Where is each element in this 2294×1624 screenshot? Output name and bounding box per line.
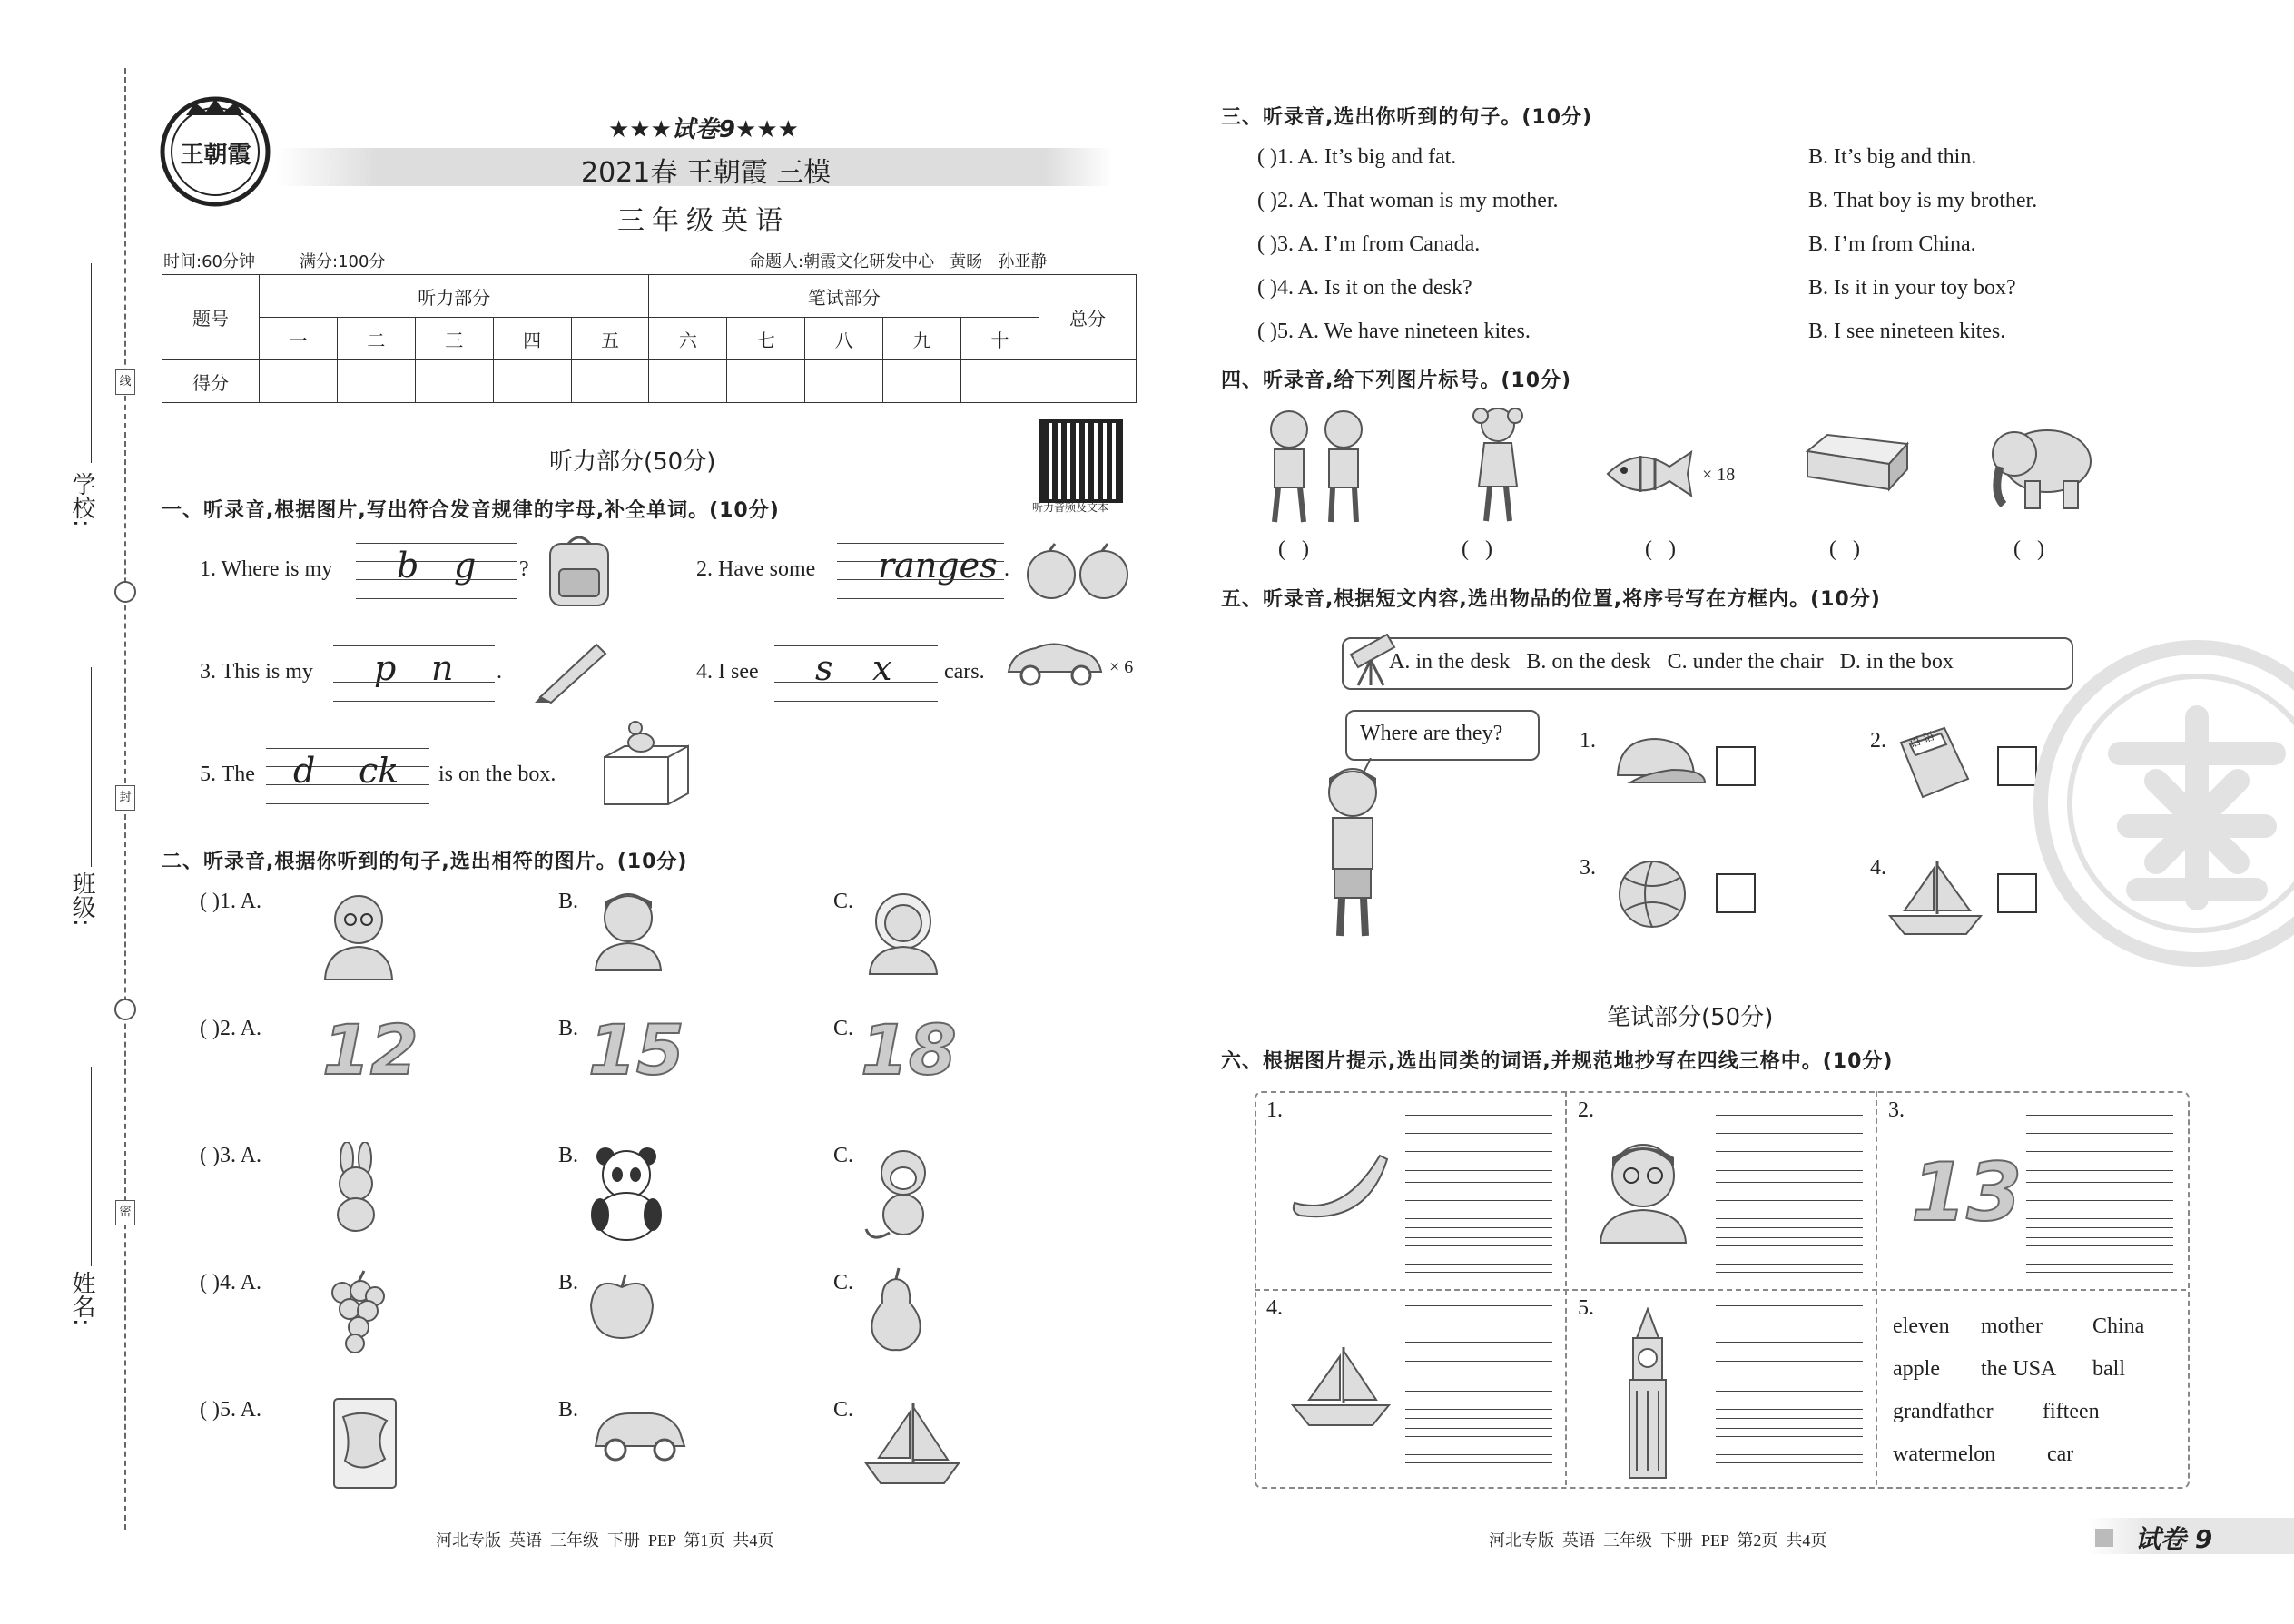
q1-item-1-prefix: 1. Where is my	[200, 557, 333, 581]
boat-icon	[862, 1398, 962, 1489]
qr-code[interactable]	[1039, 419, 1123, 503]
q1-item-5-suffix: is on the box.	[438, 763, 556, 786]
name-label: 姓名:	[68, 1271, 95, 1326]
writing-header: 笔试部分	[649, 275, 1039, 318]
q1-item-4-suffix: cars.	[944, 660, 985, 684]
q3-title: 三、听录音,选出你听到的句子。(10分)	[1221, 106, 1593, 129]
q5-options: A. in the desk B. on the desk C. under the chair D. in the box	[1389, 650, 1954, 674]
q1-item-3-prefix: 3. This is my	[200, 660, 313, 684]
binding-hole-1	[114, 581, 136, 603]
q1-item-4-writing-lines[interactable]	[774, 645, 938, 702]
col-6: 六	[649, 318, 727, 360]
q5-num-4: 4.	[1870, 856, 1886, 880]
oranges-icon	[1024, 540, 1133, 604]
word-ball: ball	[2092, 1357, 2125, 1381]
q1-item-3-writing-lines[interactable]	[333, 645, 495, 702]
boy-thinking-icon	[1307, 758, 1398, 940]
q2-row-1-label[interactable]: ( )1. A.	[200, 890, 261, 913]
q3-item-1-b[interactable]: B. It’s big and thin.	[1808, 145, 1977, 169]
q1-item-5-writing-lines[interactable]	[266, 748, 429, 804]
word-watermelon: watermelon	[1893, 1442, 1996, 1466]
col-7: 七	[727, 318, 805, 360]
school-blank[interactable]	[91, 263, 92, 463]
class-blank[interactable]	[91, 667, 92, 867]
fish-icon	[1600, 445, 1696, 504]
seal-mark-3: 密	[115, 1200, 135, 1225]
writing-section-title: 笔试部分(50分)	[1607, 1004, 1774, 1031]
q2-row-3-c[interactable]: C.	[833, 1144, 854, 1167]
word-the-usa: the USA	[1981, 1357, 2057, 1381]
col-2: 二	[337, 318, 415, 360]
q6-cell-2-num: 2.	[1578, 1098, 1594, 1122]
q4-blank-1[interactable]: ( )	[1278, 537, 1309, 561]
clock-tower-icon	[1620, 1307, 1675, 1480]
q1-item-5-letter-2: ck	[359, 751, 399, 791]
q1-item-1-writing-lines[interactable]	[356, 543, 517, 599]
banana-icon	[1289, 1148, 1393, 1225]
q1-item-5-prefix: 5. The	[200, 763, 255, 786]
q4-blank-5[interactable]: ( )	[2013, 537, 2044, 561]
two-boys-icon	[1253, 404, 1380, 527]
q6-cell-5-lines-a[interactable]	[1716, 1305, 1863, 1362]
number-12: 12	[322, 1009, 418, 1090]
elephant-icon	[1984, 418, 2102, 513]
score-cell[interactable]	[493, 360, 571, 403]
seal-mark-1: 线	[115, 369, 135, 395]
q1-item-1-letter-2: g	[454, 546, 477, 586]
score-cell[interactable]	[337, 360, 415, 403]
q4-title: 四、听录音,给下列图片标号。(10分)	[1221, 369, 1572, 392]
q4-blank-2[interactable]: ( )	[1462, 537, 1492, 561]
car-icon	[1003, 635, 1108, 690]
col-5: 五	[571, 318, 649, 360]
q5-title: 五、听录音,根据短文内容,选出物品的位置,将序号写在方框内。(10分)	[1221, 588, 1881, 611]
q2-row-4-label[interactable]: ( )4. A.	[200, 1271, 261, 1294]
score-cell[interactable]	[805, 360, 883, 403]
q6-cell-5-lines-c[interactable]	[1716, 1418, 1863, 1463]
q1-item-2-prefix: 2. Have some	[696, 557, 816, 581]
score-cell[interactable]	[727, 360, 805, 403]
binding-hole-2	[114, 999, 136, 1020]
word-apple: apple	[1893, 1357, 1940, 1381]
q3-item-3-a[interactable]: ( )3. A. I’m from Canada.	[1257, 232, 1481, 256]
footer-left: 河北专版 英语 三年级 下册 PEP 第1页 共4页	[436, 1531, 774, 1550]
backpack-icon	[543, 531, 615, 608]
word-grandfather: grandfather	[1893, 1400, 1994, 1423]
subject-title: 三年级英语	[617, 205, 790, 237]
school-label: 学校:	[68, 472, 95, 527]
rabbit-icon	[320, 1142, 392, 1233]
q2-row-2-c[interactable]: C.	[833, 1017, 854, 1040]
q6-cell-3-lines-a[interactable]	[2026, 1115, 2173, 1171]
name-blank[interactable]	[91, 1067, 92, 1266]
score-table	[162, 274, 1137, 403]
row-label-score: 得分	[162, 360, 260, 403]
book-cover-label: 语 语	[1907, 729, 1936, 751]
col-9: 九	[883, 318, 961, 360]
total-cell[interactable]	[1039, 360, 1137, 403]
q3-item-5-a[interactable]: ( )5. A. We have nineteen kites.	[1257, 320, 1531, 343]
q6-cell-3-num: 3.	[1888, 1098, 1905, 1122]
monkey-icon	[862, 1142, 944, 1246]
word-fifteen: fifteen	[2043, 1400, 2100, 1423]
seal-mark-2: 封	[115, 785, 135, 811]
q1-item-5-letter-1: d	[293, 751, 316, 791]
col-10: 十	[961, 318, 1039, 360]
class-label: 班级:	[68, 871, 95, 927]
grandpa-icon	[318, 885, 399, 980]
boat-icon	[1886, 858, 1986, 940]
q6-cell-4-lines-c[interactable]	[1405, 1418, 1552, 1463]
q4-blank-4[interactable]: ( )	[1829, 537, 1860, 561]
q1-item-4-prefix: 4. I see	[696, 660, 759, 684]
col-8: 八	[805, 318, 883, 360]
exam-series: ★★★试卷9★★★	[608, 116, 799, 143]
q3-item-3-b[interactable]: B. I’m from China.	[1808, 232, 1976, 256]
q1-item-4-letter-1: s	[815, 648, 833, 688]
q6-divider-v2	[1876, 1091, 1877, 1485]
fish-multiplier: × 18	[1702, 465, 1736, 485]
q2-row-5-b[interactable]: B.	[558, 1398, 579, 1422]
man-portrait-icon	[1593, 1130, 1693, 1244]
apple-icon	[586, 1271, 658, 1343]
q1-item-3-letter-2: n	[431, 648, 454, 688]
q5-num-2: 2.	[1870, 729, 1886, 753]
col-1: 一	[260, 318, 338, 360]
total-header: 总分	[1039, 275, 1137, 360]
q2-title: 二、听录音,根据你听到的句子,选出相符的图片。(10分)	[162, 851, 688, 873]
exam-full-score: 满分:100分	[300, 252, 386, 271]
pear-icon	[864, 1266, 928, 1353]
q2-row-4-b[interactable]: B.	[558, 1271, 579, 1294]
q6-cell-4-num: 4.	[1266, 1296, 1283, 1320]
pen-icon	[531, 635, 613, 704]
score-cell[interactable]	[883, 360, 961, 403]
panda-icon	[586, 1142, 667, 1242]
book-icon	[1802, 431, 1911, 495]
q1-item-4-letter-2: x	[872, 648, 892, 688]
q3-item-4-a[interactable]: ( )4. A. Is it on the desk?	[1257, 276, 1472, 300]
footer-badge-squares	[2095, 1529, 2113, 1547]
exam-authors: 命题人:朝霞文化研发中心 黄旸 孙亚静	[749, 252, 1048, 271]
number-15: 15	[588, 1009, 684, 1090]
footer-right: 河北专版 英语 三年级 下册 PEP 第2页 共4页	[1489, 1531, 1827, 1550]
q2-row-1-b[interactable]: B.	[558, 890, 579, 913]
score-cell[interactable]	[961, 360, 1039, 403]
q5-num-3: 3.	[1580, 856, 1596, 880]
q2-row-2-label[interactable]: ( )2. A.	[200, 1017, 261, 1040]
logo-text: 王朝霞	[180, 142, 251, 169]
score-cell[interactable]	[571, 360, 649, 403]
number-13: 13	[1911, 1146, 2023, 1239]
q1-item-3-letter-1: p	[374, 648, 397, 688]
q5-answer-box-3[interactable]	[1716, 873, 1756, 913]
exam-title: 2021春 王朝霞 三模	[581, 157, 832, 189]
q1-item-1-letter-1: b	[397, 546, 419, 586]
grapes-icon	[322, 1269, 390, 1355]
q6-divider-v1	[1565, 1091, 1567, 1485]
girl-icon	[1466, 399, 1530, 527]
qr-caption: 听力音频及文本	[1032, 501, 1109, 514]
car-multiplier: × 6	[1109, 657, 1134, 677]
footer-badge: 试卷 9	[2135, 1524, 2213, 1554]
q6-cell-3-lines-c[interactable]	[2026, 1227, 2173, 1273]
q6-divider-h	[1255, 1289, 2186, 1291]
word-car: car	[2047, 1442, 2074, 1466]
q1-item-3-suffix: .	[497, 660, 502, 684]
listening-section-title: 听力部分(50分)	[549, 448, 716, 476]
q6-cell-4-lines-a[interactable]	[1405, 1305, 1552, 1362]
q5-answer-box-1[interactable]	[1716, 746, 1756, 786]
number-18: 18	[861, 1009, 957, 1090]
score-cell[interactable]	[415, 360, 493, 403]
seal-watermark	[2020, 626, 2294, 980]
q6-cell-1-lines-c[interactable]	[1405, 1227, 1552, 1273]
boy-icon	[590, 885, 667, 971]
exam-time: 时间:60分钟	[163, 252, 255, 271]
q3-item-1-a[interactable]: ( )1. A. It’s big and fat.	[1257, 145, 1457, 169]
listening-header: 听力部分	[260, 275, 649, 318]
score-cell[interactable]	[260, 360, 338, 403]
q3-item-4-b[interactable]: B. Is it in your toy box?	[1808, 276, 2016, 300]
ball-icon	[1616, 858, 1689, 930]
col-3: 三	[415, 318, 493, 360]
q2-row-1-c[interactable]: C.	[833, 890, 854, 913]
q6-title: 六、根据图片提示,选出同类的词语,并规范地抄写在四线三格中。(10分)	[1221, 1050, 1894, 1073]
q1-item-2-writing-lines[interactable]	[837, 543, 1004, 599]
q3-item-2-b[interactable]: B. That boy is my brother.	[1808, 189, 2038, 212]
q3-item-2-a[interactable]: ( )2. A. That woman is my mother.	[1257, 189, 1559, 212]
q1-item-1-suffix: ?	[519, 557, 529, 581]
word-mother: mother	[1981, 1314, 2043, 1338]
q2-row-3-label[interactable]: ( )3. A.	[200, 1144, 261, 1167]
q6-cell-5-num: 5.	[1578, 1296, 1594, 1320]
q2-row-3-b[interactable]: B.	[558, 1144, 579, 1167]
cap-icon	[1609, 733, 1708, 792]
q4-blank-3[interactable]: ( )	[1645, 537, 1676, 561]
q6-cell-2-lines-c[interactable]	[1716, 1227, 1863, 1273]
q1-item-2-letters: ranges	[878, 546, 998, 586]
q2-row-5-c[interactable]: C.	[833, 1398, 854, 1422]
q6-cell-1-num: 1.	[1266, 1098, 1283, 1122]
col-4: 四	[493, 318, 571, 360]
q1-title: 一、听录音,根据图片,写出符合发音规律的字母,补全单词。(10分)	[162, 499, 780, 522]
q2-row-5-label[interactable]: ( )5. A.	[200, 1398, 261, 1422]
q5-num-1: 1.	[1580, 729, 1596, 753]
q2-row-2-b[interactable]: B.	[558, 1017, 579, 1040]
map-icon	[329, 1393, 401, 1493]
score-cell[interactable]	[649, 360, 727, 403]
duck-on-box-icon	[601, 717, 692, 808]
q2-row-4-c[interactable]: C.	[833, 1271, 854, 1294]
speech-bubble-text: Where are they?	[1360, 722, 1503, 745]
car-icon	[590, 1403, 690, 1466]
q1-item-2-suffix: .	[1004, 557, 1009, 581]
word-china: China	[2092, 1314, 2145, 1338]
q3-item-5-b[interactable]: B. I see nineteen kites.	[1808, 320, 2006, 343]
word-eleven: eleven	[1893, 1314, 1950, 1338]
q6-cell-1-lines-a[interactable]	[1405, 1115, 1552, 1171]
boat-icon	[1289, 1343, 1393, 1430]
grandma-icon	[862, 885, 944, 976]
row-label-number: 题号	[162, 275, 260, 360]
q6-cell-2-lines-a[interactable]	[1716, 1115, 1863, 1171]
